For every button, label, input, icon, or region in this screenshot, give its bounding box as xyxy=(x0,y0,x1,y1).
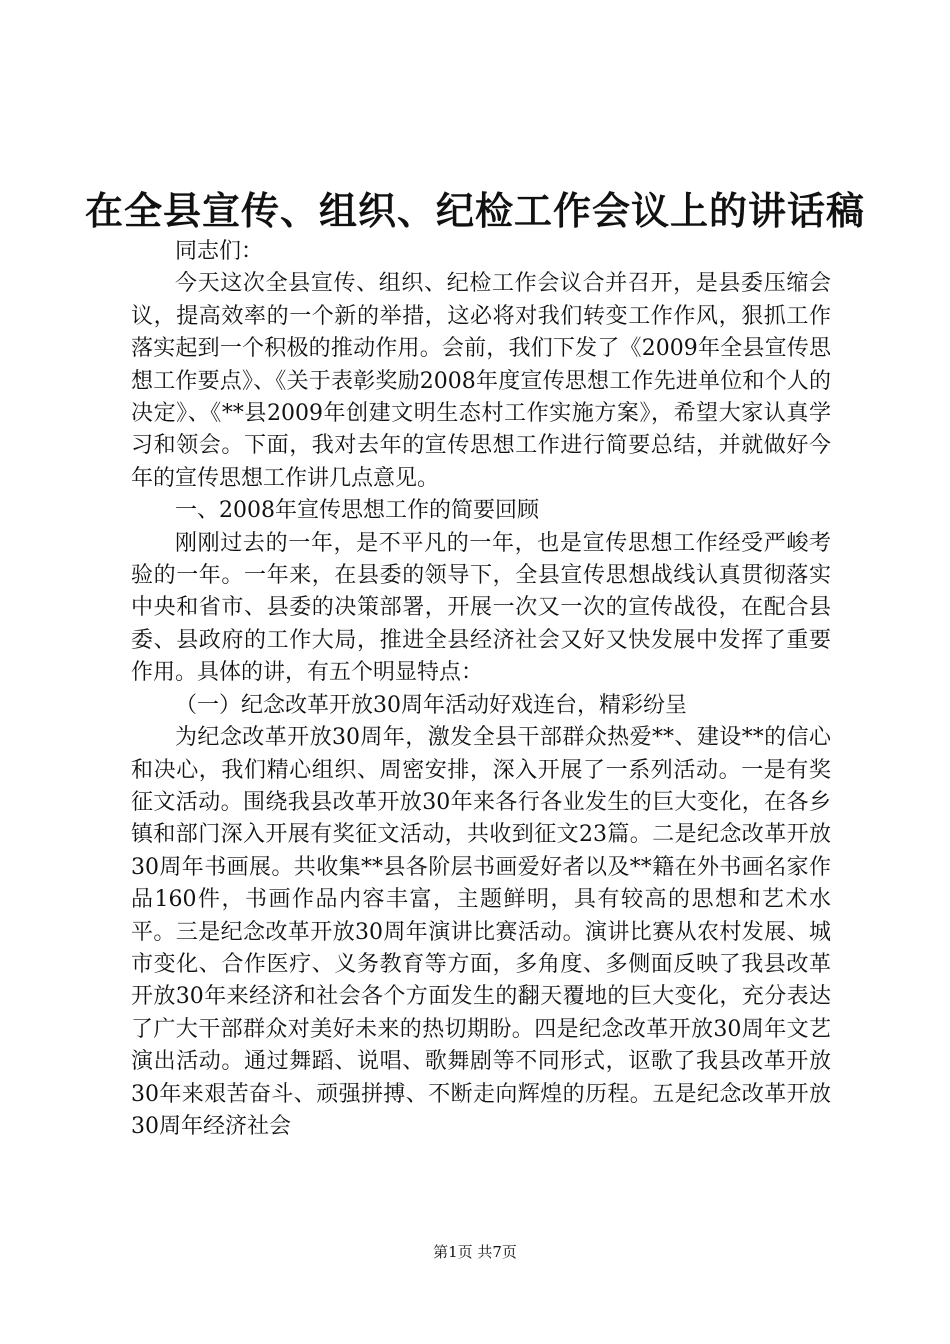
intro-paragraph: 今天这次全县宣传、组织、纪检工作会议合并召开，是县委压缩会议，提高效率的一个新的举措，这必将对我们转变工作作风，狠抓工作落实起到一个积极的推动作用。会前，我们下发了《2009年全县宣传思想工作要点》、《关于表彰奖励2008年度宣传思想工作先进单位和个人的决定》、《**县2009年创建文明生态村工作实施方案》，希望大家认真学习和领会。下面，我对去年的宣传思想工作进行简要总结，并就做好今年的宣传思想工作讲几点意见。 xyxy=(131,271,831,491)
salutation: 同志们： xyxy=(175,239,264,264)
page-number: 第1页 共7页 xyxy=(433,1243,517,1261)
subsection-heading: （一）纪念改革开放30周年活动好戏连台，精彩纷呈 xyxy=(175,692,687,718)
document-body xyxy=(131,236,831,1143)
review-paragraph: 刚刚过去的一年，是不平凡的一年，也是宣传思想工作经受严峻考验的一年。一年来，在县委的领导下，全县宣传思想战线认真贯彻落实中央和省市、县委的决策部署，开展一次又一次的宣传战役，在配合县委、县政府的工作大局，推进全县经济社会又好又快发展中发挥了重要作用。具体的讲，有五个明显特点： xyxy=(131,530,831,686)
document-title: 在全县宣传、组织、纪检工作会议上的讲话稿 xyxy=(84,188,865,233)
activities-paragraph: 为纪念改革开放30周年，激发全县干部群众热爱**、建设**的信心和决心，我们精心组织、周密安排，深入开展了一系列活动。一是有奖征文活动。围绕我县改革开放30年来各行各业发生的巨大变化，在各乡镇和部门深入开展有奖征文活动，共收到征文23篇。二是纪念改革开放30周年书画展。共收集**县各阶层书画爱好者以及**籍在外书画名家作品160件，书画作品内容丰富，主题鲜明，具有较高的思想和艺术水平。三是纪念改革开放30周年演讲比赛活动。演讲比赛从农村发展、城市变化、合作医疗、义务教育等方面，多角度、多侧面反映了我县改革开放30年来经济和社会各个方面发生的翻天覆地的巨大变化，充分表达了广大干部群众对美好未来的热切期盼。四是纪念改革开放30周年文艺演出活动。通过舞蹈、说唱、歌舞剧等不同形式，讴歌了我县改革开放30年来艰苦奋斗、顽强拼搏、不断走向辉煌的历程。五是纪念改革开放30周年经济社会 xyxy=(131,725,831,1139)
section-heading: 一、2008年宣传思想工作的简要回顾 xyxy=(175,498,539,524)
